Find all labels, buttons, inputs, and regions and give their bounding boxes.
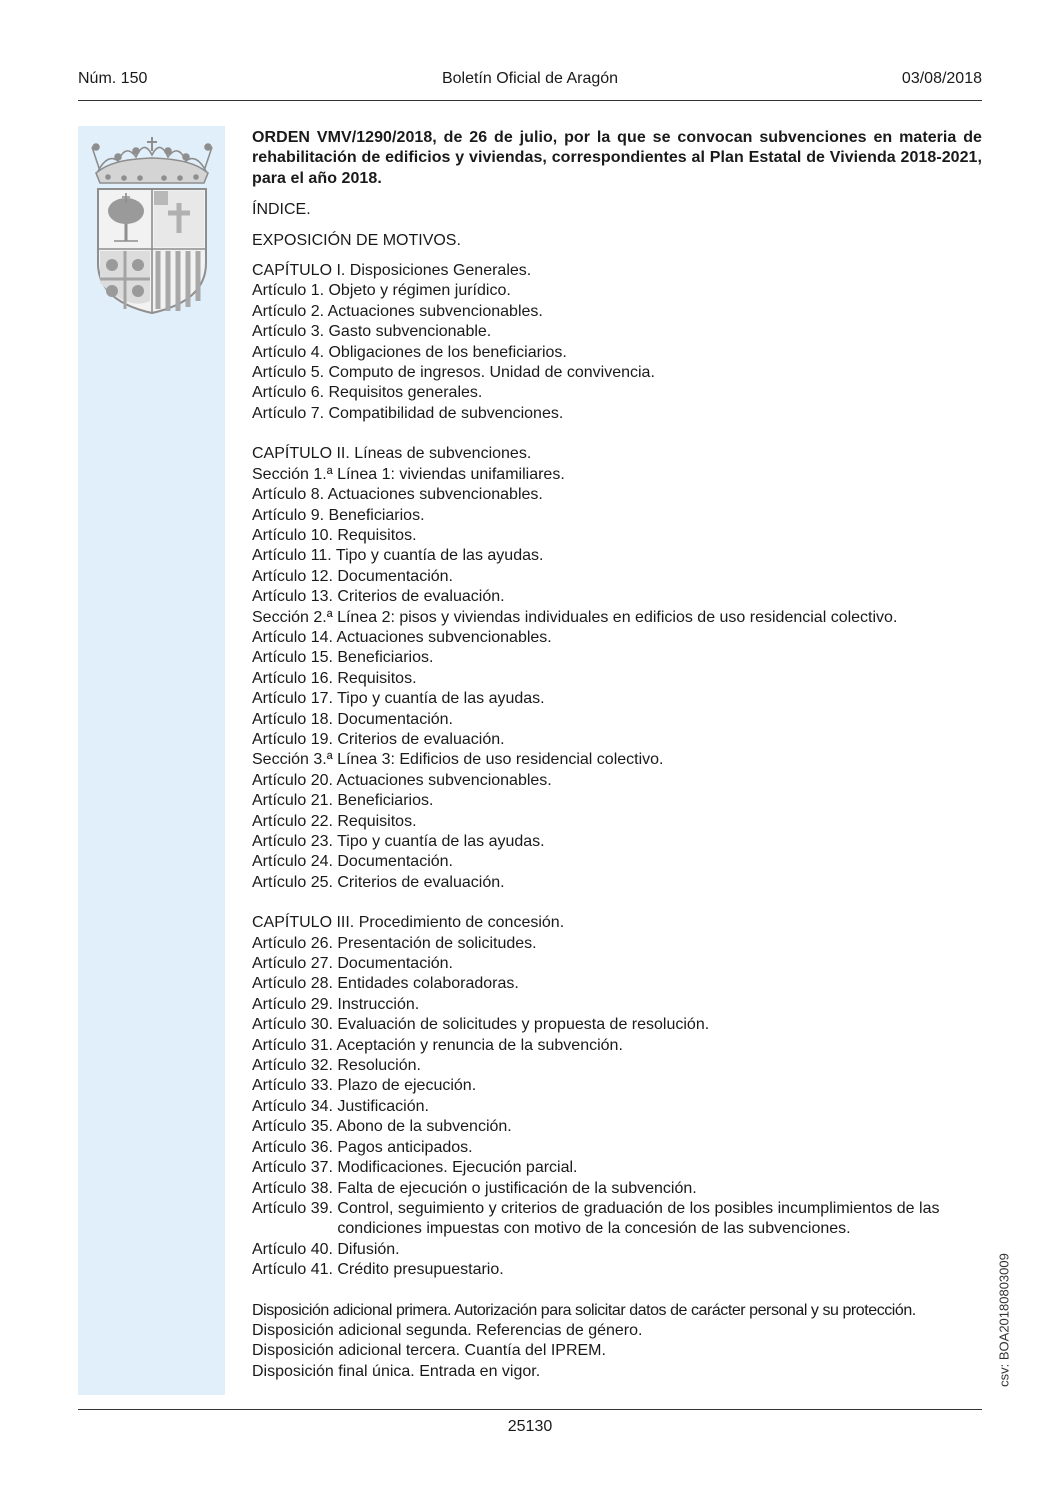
document-title: ORDEN VMV/1290/2018, de 26 de julio, por la que se convocan subvenciones en materia de rehabilitación de edificios y viviendas, correspondientes al Plan Estatal de Vivienda 2018-2021, para el año 2018.: [252, 129, 982, 187]
toc-entry: Artículo 40. Difusión.: [252, 1240, 400, 1258]
toc-chapter-1: [252, 261, 982, 424]
toc-entry: CAPÍTULO III. Procedimiento de concesión.: [252, 914, 565, 932]
csv-code-text: csv: BOA20180803009: [996, 1253, 1012, 1387]
toc-entry: Artículo 18. Documentación.: [252, 710, 453, 728]
toc-entry: Artículo 36. Pagos anticipados.: [252, 1138, 473, 1156]
toc-entry: Artículo 27. Documentación.: [252, 955, 453, 973]
toc-entry: Artículo 26. Presentación de solicitudes.: [252, 934, 537, 952]
toc-entry: Artículo 7. Compatibilidad de subvenciones.: [252, 404, 564, 422]
csv-verification-code: [993, 1245, 1015, 1395]
toc-entry: Artículo 15. Beneficiarios.: [252, 649, 434, 667]
toc-entry: Artículo 12. Documentación.: [252, 567, 453, 585]
toc-entry: Artículo 13. Criterios de evaluación.: [252, 588, 505, 606]
toc-entry: Artículo 31. Aceptación y renuncia de la subvención.: [252, 1036, 623, 1054]
toc-entry: Artículo 24. Documentación.: [252, 853, 453, 871]
toc-entry: Artículo 20. Actuaciones subvencionables.: [252, 771, 552, 789]
exposicion-heading: EXPOSICIÓN DE MOTIVOS.: [252, 231, 461, 249]
toc-entry: Artículo 29. Instrucción.: [252, 995, 420, 1013]
toc-entry: Artículo 10. Requisitos.: [252, 526, 417, 544]
publication-name: Boletín Oficial de Aragón: [441, 70, 619, 87]
toc-entry: Sección 3.ª Línea 3: Edificios de uso residencial colectivo.: [252, 751, 664, 769]
toc-entry: Artículo 16. Requisitos.: [252, 669, 417, 687]
toc-entry: Disposición adicional segunda. Referencias de género.: [252, 1321, 643, 1339]
toc-entry: Artículo 38. Falta de ejecución o justificación de la subvención.: [252, 1179, 697, 1197]
toc-entry-text: Control, seguimiento y criterios de graduación de los posibles incumplimientos de las condiciones impuestas con motivo de la concesión de las subvenciones.: [337, 1199, 940, 1238]
publication-date: 03/08/2018: [901, 70, 982, 87]
toc-entry: Artículo 3. Gasto subvencionable.: [252, 323, 492, 341]
page-header: [78, 68, 982, 94]
toc-entry: Artículo 37. Modificaciones. Ejecución parcial.: [252, 1159, 578, 1177]
toc-entry: Disposición adicional tercera. Cuantía del IPREM.: [252, 1342, 606, 1360]
header-divider: [78, 100, 982, 101]
toc-entry: Disposición adicional primera. Autorización para solicitar datos de carácter personal y su protección.: [252, 1301, 916, 1319]
page-number: 25130: [507, 1418, 553, 1435]
toc-entry: Sección 1.ª Línea 1: viviendas unifamiliares.: [252, 465, 565, 483]
toc-entry: Artículo 9. Beneficiarios.: [252, 506, 425, 524]
document-body: [252, 128, 982, 1382]
toc-entry: Artículo 34. Justificación.: [252, 1097, 429, 1115]
toc-entry: Artículo 32. Resolución.: [252, 1057, 421, 1075]
toc-entry: Artículo 30. Evaluación de solicitudes y propuesta de resolución.: [252, 1016, 710, 1034]
toc-entry: Artículo 8. Actuaciones subvencionables.: [252, 486, 543, 504]
toc-entry: Artículo 41. Crédito presupuestario.: [252, 1261, 504, 1279]
issue-number: Núm. 150: [78, 70, 148, 87]
toc-entry: Artículo 28. Entidades colaboradoras.: [252, 975, 519, 993]
toc-entry: Artículo 2. Actuaciones subvencionables.: [252, 302, 543, 320]
footer-divider: [78, 1409, 982, 1410]
toc-entry: Artículo 35. Abono de la subvención.: [252, 1118, 512, 1136]
toc-entry: Sección 2.ª Línea 2: pisos y viviendas individuales en edificios de uso residencial colectivo.: [252, 608, 898, 626]
aragon-coat-of-arms-icon: [88, 133, 216, 315]
toc-entry: Artículo 19. Criterios de evaluación.: [252, 730, 505, 748]
toc-chapter-3: [252, 913, 982, 1280]
toc-entry: Artículo 5. Computo de ingresos. Unidad de convivencia.: [252, 364, 655, 382]
left-sidebar: [78, 126, 225, 1395]
toc-entry-wrapped: [252, 1199, 982, 1240]
toc-dispositions: [252, 1301, 982, 1383]
toc-entry: Artículo 23. Tipo y cuantía de las ayudas.: [252, 833, 545, 850]
toc-entry: Artículo 25. Criterios de evaluación.: [252, 873, 505, 891]
toc-entry: Artículo 6. Requisitos generales.: [252, 384, 483, 402]
toc-entry-number: Artículo 39.: [252, 1199, 333, 1217]
toc-entry: CAPÍTULO I. Disposiciones Generales.: [252, 262, 532, 280]
toc-entry: Artículo 1. Objeto y régimen jurídico.: [252, 282, 511, 300]
toc-entry: Artículo 22. Requisitos.: [252, 812, 417, 830]
toc-entry: Artículo 4. Obligaciones de los beneficiarios.: [252, 343, 567, 361]
toc-entry: Artículo 21. Beneficiarios.: [252, 792, 434, 810]
toc-entry: Artículo 11. Tipo y cuantía de las ayudas.: [252, 547, 544, 565]
toc-entry: Artículo 14. Actuaciones subvencionables.: [252, 628, 552, 646]
toc-entry: Artículo 33. Plazo de ejecución.: [252, 1077, 477, 1095]
toc-entry: Artículo 17. Tipo y cuantía de las ayudas.: [252, 690, 545, 708]
toc-entry: Disposición final única. Entrada en vigor.: [252, 1362, 541, 1380]
toc-entry: CAPÍTULO II. Líneas de subvenciones.: [252, 445, 532, 463]
toc-chapter-2: [252, 444, 982, 893]
index-heading: ÍNDICE.: [252, 201, 311, 219]
